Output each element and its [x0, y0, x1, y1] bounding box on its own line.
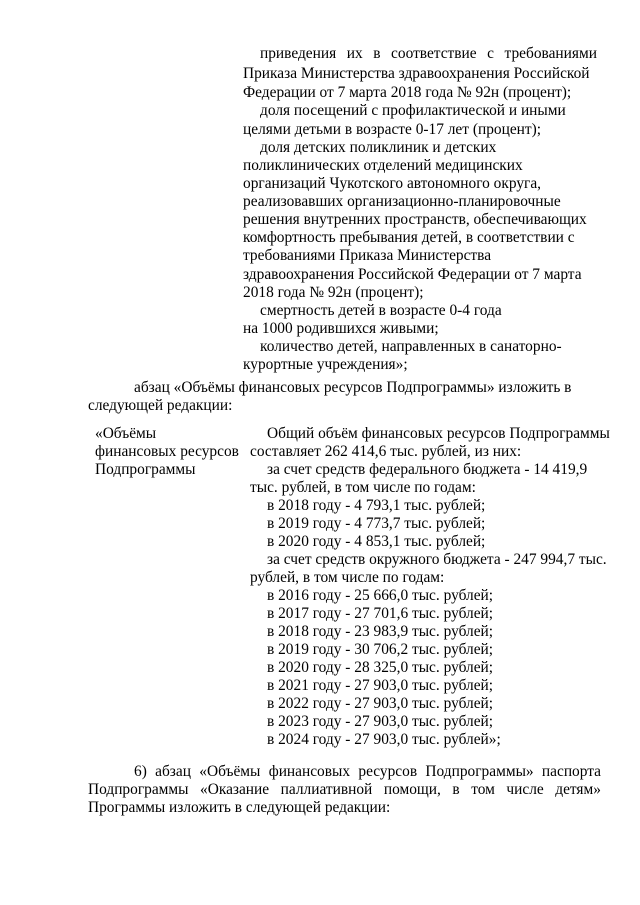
text-line: комфортность пребывания детей, в соответствии с	[243, 229, 575, 246]
text-line: поликлинических отделений медицинских	[243, 157, 523, 174]
word: приведения	[260, 45, 337, 62]
text-line: целями детьми в возрасте 0-17 лет (процент);	[243, 121, 542, 138]
text-line: абзац «Объёмы финансовых ресурсов Подпрограммы» изложить в	[134, 379, 572, 396]
content-line: в 2016 году - 25 666,0 тыс. рублей;	[267, 587, 494, 604]
word: требованиями	[504, 45, 597, 62]
text-line: здравоохранения Российской Федерации от 7 марта	[243, 266, 582, 283]
text-line: смертность детей в возрасте 0-4 года	[260, 302, 502, 319]
word: в	[373, 45, 381, 62]
content-line: в 2020 году - 28 325,0 тыс. рублей;	[267, 659, 494, 676]
text-line: доля детских поликлиник и детских	[260, 139, 497, 156]
text-line	[134, 763, 601, 781]
word: помощи,	[383, 781, 441, 798]
content-line: в 2023 году - 27 903,0 тыс. рублей;	[267, 713, 494, 730]
text-line: Приказа Министерства здравоохранения Российской	[243, 65, 590, 82]
content-line: в 2019 году - 30 706,2 тыс. рублей;	[267, 641, 494, 658]
word: 6)	[134, 763, 147, 780]
text-line: Федерации от 7 марта 2018 года № 92н (процент);	[243, 84, 572, 101]
content-line: за счет средств окружного бюджета - 247 994,7 тыс.	[267, 551, 607, 568]
word: соответствие	[391, 45, 477, 62]
text-line: решения внутренних пространств, обеспечивающих	[243, 211, 587, 228]
word: паллиативной	[280, 781, 373, 798]
content-line: рублей, в том числе по годам:	[250, 569, 445, 586]
content-line: Общий объём финансовых ресурсов Подпрограммы	[267, 425, 610, 442]
word: числе	[506, 781, 544, 798]
text-line	[260, 45, 597, 63]
content-line: в 2018 году - 4 793,1 тыс. рублей;	[267, 497, 486, 514]
label-line: финансовых ресурсов	[95, 443, 239, 460]
text-line: 2018 года № 92н (процент);	[243, 284, 424, 301]
text-line: реализовавших организационно-планировочные	[243, 193, 561, 210]
content-line: составляет 262 414,6 тыс. рублей, из них:	[250, 443, 522, 460]
word: с	[487, 45, 494, 62]
content-line: в 2018 году - 23 983,9 тыс. рублей;	[267, 623, 494, 640]
word: том	[471, 781, 495, 798]
word: Подпрограммы	[88, 781, 189, 798]
content-line: тыс. рублей, в том числе по годам:	[250, 479, 476, 496]
content-line: в 2019 году - 4 773,7 тыс. рублей;	[267, 515, 486, 532]
word: финансовых	[268, 763, 351, 780]
text-line: требованиями Приказа Министерства	[243, 247, 492, 264]
word: ресурсов	[358, 763, 418, 780]
word: «Оказание	[200, 781, 270, 798]
text-line	[88, 781, 601, 799]
content-line: за счет средств федерального бюджета - 14 419,9	[267, 461, 588, 478]
text-line: курортные учреждения»;	[243, 356, 408, 373]
word: паспорта	[541, 763, 601, 780]
text-line: Программы изложить в следующей редакции:	[88, 799, 391, 816]
word: Подпрограммы»	[425, 763, 534, 780]
word: детям»	[555, 781, 601, 798]
content-line: в 2022 году - 27 903,0 тыс. рублей;	[267, 695, 494, 712]
word: «Объёмы	[199, 763, 261, 780]
content-line: в 2020 году - 4 853,1 тыс. рублей;	[267, 533, 486, 550]
word: их	[346, 45, 363, 62]
text-line: количество детей, направленных в санаторно-	[260, 338, 562, 355]
label-line: Подпрограммы	[95, 461, 196, 478]
label-line: «Объёмы	[95, 425, 157, 442]
text-line: следующей редакции:	[88, 397, 233, 414]
text-line: организаций Чукотского автономного округа,	[243, 175, 542, 192]
content-line: в 2021 году - 27 903,0 тыс. рублей;	[267, 677, 494, 694]
content-line: в 2017 году - 27 701,6 тыс. рублей;	[267, 605, 494, 622]
text-line: на 1000 родившихся живыми;	[243, 320, 439, 337]
word: абзац	[155, 763, 191, 780]
text-line: доля посещений с профилактической и иными	[260, 102, 566, 119]
word: в	[452, 781, 460, 798]
content-line: в 2024 году - 27 903,0 тыс. рублей»;	[267, 731, 501, 748]
